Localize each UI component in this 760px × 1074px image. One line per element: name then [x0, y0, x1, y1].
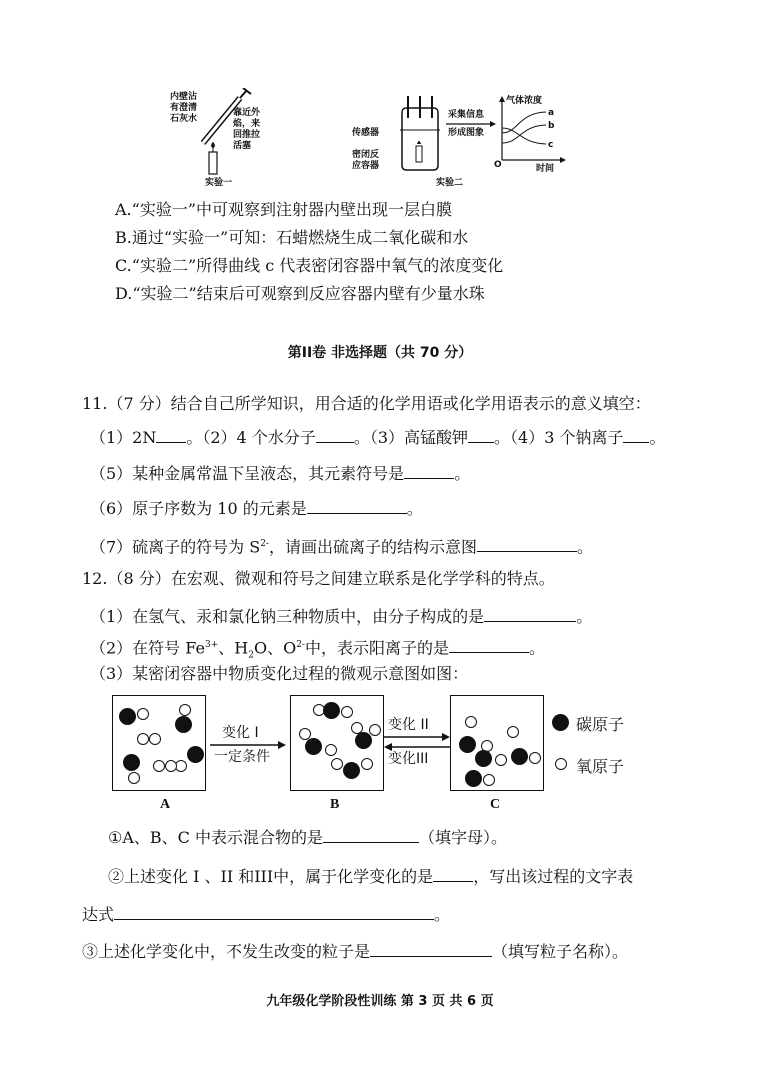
fig2-origin: O [494, 160, 502, 170]
q11-blank-5[interactable] [404, 462, 454, 479]
q12-s2-text-c: 达式 [82, 905, 115, 924]
box-b [290, 695, 384, 791]
q11-blank-1[interactable] [156, 426, 186, 443]
fig2-container-label-2: 应容器 [352, 161, 380, 171]
q12-blank-2[interactable] [449, 636, 529, 653]
option-a: A.“实验一”中可观察到注射器内壁出现一层白膜 [115, 200, 453, 219]
legend-carbon-atom [552, 714, 569, 731]
q12-s2-text-a: ②上述变化 I 、II 和III中，属于化学变化的是 [108, 867, 434, 886]
q12-l2-text-c: O、O [253, 638, 297, 658]
q12-blank-s2-expression[interactable] [114, 903, 434, 920]
q12-l2-period: 。 [529, 638, 546, 658]
change-3-label: 变化III [388, 751, 429, 767]
fig2-curve-b: b [548, 121, 555, 131]
oxygen-atom [149, 733, 161, 745]
oxygen-atom [483, 774, 495, 786]
q11-l6-period: 。 [406, 499, 423, 518]
fig1-right-1: 靠近外 [233, 108, 261, 118]
condition-label: 一定条件 [214, 749, 270, 765]
q11-line-5 [90, 462, 470, 484]
fig2-sensor-label: 传感器 [352, 128, 380, 138]
q11-l7-sup: 2- [260, 539, 270, 549]
q11-part4-end: 。 [649, 428, 666, 447]
oxygen-atom [325, 744, 337, 756]
q12-stem: 12.（8 分）在宏观、微观和符号之间建立联系是化学学科的特点。 [82, 569, 555, 588]
carbon-atom [475, 750, 492, 767]
page-footer: 九年级化学阶段性训练 第 3 页 共 6 页 [266, 994, 494, 1009]
oxygen-atom [361, 758, 373, 770]
legend-carbon-label: 碳原子 [576, 715, 625, 734]
q11-blank-4[interactable] [623, 426, 649, 443]
q12-line-3: （3）某密闭容器中物质变化过程的微观示意图如图： [90, 664, 469, 683]
oxygen-atom [529, 752, 541, 764]
fig2-ylabel: 气体浓度 [506, 96, 543, 106]
q12-l1-text: （1）在氢气、汞和氯化钠三种物质中，由分子构成的是 [90, 607, 485, 626]
q12-s3-text-a: ③上述化学变化中，不发生改变的粒子是 [82, 942, 371, 961]
fig2-container-label-1: 密闭反 [352, 150, 380, 160]
q12-blank-s1[interactable] [323, 826, 419, 843]
q11-l7-text-b: ，请画出硫离子的结构示意图 [269, 537, 478, 557]
q12-s1-text-a: ①A、B、C 中表示混合物的是 [108, 828, 323, 847]
oxygen-atom [137, 708, 149, 720]
option-b: B.通过“实验一”可知：石蜡燃烧生成二氧化碳和水 [115, 228, 469, 247]
fig2-collect-2: 形成图象 [448, 128, 485, 138]
box-a [112, 695, 206, 791]
fig1-label-1: 内壁沾 [170, 92, 198, 102]
q11-line-6 [90, 497, 423, 519]
oxygen-atom [341, 706, 353, 718]
q12-sub-2 [108, 865, 633, 887]
box-b-label: B [330, 797, 340, 812]
q12-s3-text-b: （填写粒子名称）。 [492, 942, 629, 961]
q11-l7-text-a: （7）硫离子的符号为 S [90, 537, 261, 557]
box-c-label: C [490, 797, 501, 812]
carbon-atom [323, 702, 340, 719]
fig1-right-4: 活塞 [233, 141, 252, 151]
fig2-curve-c: c [548, 140, 554, 150]
box-c [450, 695, 544, 791]
carbon-atom [123, 754, 140, 771]
q11-l6-text: （6）原子序数为 10 的元素是 [90, 499, 307, 518]
carbon-atom [175, 716, 192, 733]
figure-experiment-one [165, 88, 295, 193]
q12-l2-sub: 2 [248, 650, 254, 661]
carbon-atom [465, 770, 482, 787]
box-a-label: A [160, 797, 171, 812]
q11-part2-text: 。（2）4 个水分子 [186, 428, 316, 447]
oxygen-atom [331, 758, 343, 770]
q12-l1-period: 。 [576, 607, 593, 626]
fig2-caption: 实验二 [436, 178, 464, 188]
oxygen-atom [369, 724, 381, 736]
legend-oxygen-label: 氧原子 [576, 757, 625, 776]
carbon-atom [511, 748, 528, 765]
q11-blank-3[interactable] [468, 426, 494, 443]
legend-oxygen-atom [555, 758, 567, 770]
oxygen-atom [299, 728, 311, 740]
carbon-atom [187, 746, 204, 763]
carbon-atom [119, 708, 136, 725]
q12-l2-sup1: 3+ [204, 640, 219, 650]
carbon-atom [305, 738, 322, 755]
fig1-label-3: 石灰水 [170, 114, 198, 124]
q11-line-1 [90, 426, 665, 448]
oxygen-atom [165, 760, 177, 772]
q12-l2-text-a: （2）在符号 Fe [90, 638, 205, 658]
q12-line-1 [90, 605, 592, 627]
q12-blank-s2[interactable] [433, 865, 473, 882]
q12-blank-s3[interactable] [370, 940, 492, 957]
oxygen-atom [351, 722, 363, 734]
q11-l7-period: 。 [577, 537, 594, 557]
q12-blank-1[interactable] [484, 605, 576, 622]
q11-stem: 11.（7 分）结合自己所学知识，用合适的化学用语或化学用语表示的意义填空： [82, 394, 651, 413]
q11-blank-7[interactable] [477, 535, 577, 552]
figure-experiment-two [350, 88, 570, 193]
option-d: D.“实验二”结束后可观察到反应容器内壁有少量水珠 [115, 284, 485, 303]
change-2-label: 变化 II [388, 717, 429, 733]
q12-s1-text-b: （填字母）。 [419, 828, 508, 847]
section-title: 第II卷 非选择题（共 70 分） [287, 345, 473, 361]
q11-blank-2[interactable] [316, 426, 354, 443]
q11-l5-text: （5）某种金属常温下呈液态，其元素符号是 [90, 464, 405, 483]
change-1-label: 变化 I [222, 725, 259, 741]
oxygen-atom [153, 760, 165, 772]
oxygen-atom [179, 704, 191, 716]
oxygen-atom [465, 716, 477, 728]
fig2-curve-a: a [548, 108, 555, 118]
q11-line-7 [90, 534, 593, 557]
q12-s2-text-b: ，写出该过程的文字表 [473, 867, 634, 886]
fig1-right-3: 回推拉 [233, 130, 261, 140]
q12-sub-1 [108, 826, 507, 848]
carbon-atom [343, 762, 360, 779]
q12-s2-period: 。 [434, 905, 451, 924]
oxygen-atom [495, 754, 507, 766]
q11-part3-text: 。（3）高锰酸钾 [353, 428, 469, 447]
fig1-caption: 实验一 [205, 178, 233, 188]
q11-part1-text: （1）2N [90, 428, 157, 447]
q12-line-2 [90, 635, 545, 666]
q12-sub-3 [82, 940, 628, 962]
carbon-atom [355, 732, 372, 749]
fig1-right-2: 焰，来 [233, 119, 261, 129]
oxygen-atom [507, 726, 519, 738]
q12-sub-2-cont [82, 903, 450, 925]
arrow-right-icon [384, 732, 450, 742]
q12-l2-sup2: 2- [296, 640, 305, 650]
oxygen-atom [128, 772, 140, 784]
carbon-atom [459, 736, 476, 753]
q12-l2-text-d: 中，表示阳离子的是 [304, 638, 449, 658]
q11-blank-6[interactable] [307, 497, 407, 514]
q12-l2-text-b: 、H [218, 638, 249, 658]
fig2-xlabel: 时间 [536, 164, 555, 174]
oxygen-atom [137, 733, 149, 745]
option-c: C.“实验二”所得曲线 c 代表密闭容器中氧气的浓度变化 [115, 256, 504, 275]
q11-l5-period: 。 [454, 464, 471, 483]
q11-part4-text: 。（4）3 个钠离子 [494, 428, 624, 447]
fig1-label-2: 有澄清 [170, 103, 198, 113]
fig2-collect-1: 采集信息 [448, 110, 485, 120]
